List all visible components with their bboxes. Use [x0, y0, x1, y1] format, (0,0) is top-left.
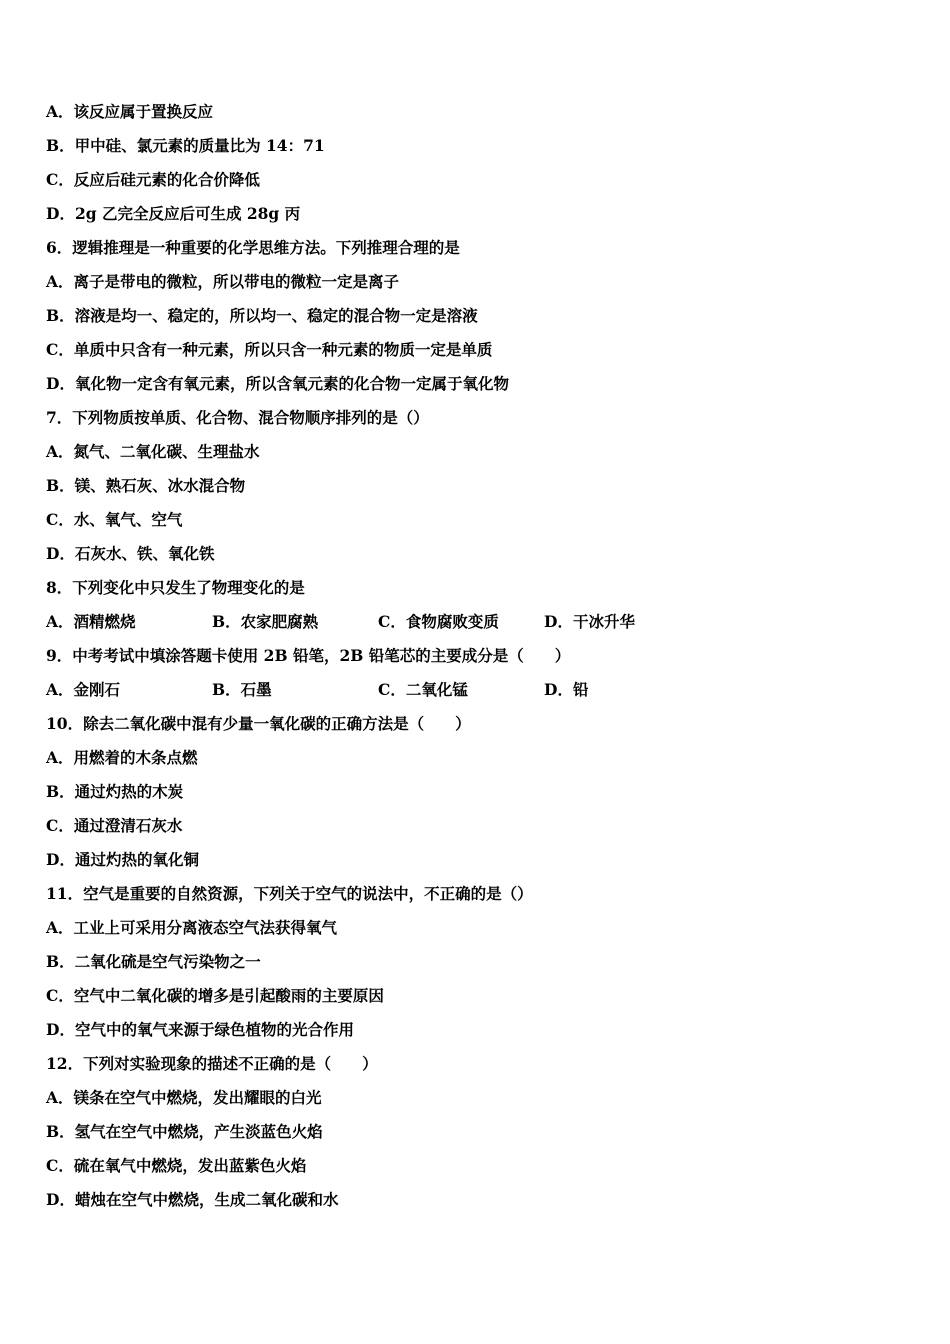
question-11-option-b: B．二氧化硫是空气污染物之一	[46, 952, 261, 971]
question-11-option-d: D．空气中的氧气来源于绿色植物的光合作用	[46, 1020, 354, 1039]
question-10-stem: 10．除去二氧化碳中混有少量一氧化碳的正确方法是（ ）	[46, 714, 471, 733]
question-list	[46, 98, 906, 1220]
question-11-option-a: A．工业上可采用分离液态空气法获得氧气	[46, 918, 338, 937]
question-8-options-row	[46, 608, 906, 642]
question-12-option-a: A．镁条在空气中燃烧，发出耀眼的白光	[46, 1088, 322, 1107]
question-7-option-b: B．镁、熟石灰、冰水混合物	[46, 476, 246, 495]
question-12-option-d: D．蜡烛在空气中燃烧，生成二氧化碳和水	[46, 1190, 339, 1209]
question-7-option-d: D．石灰水、铁、氧化铁	[46, 544, 215, 563]
prev-option-c: C．反应后硅元素的化合价降低	[46, 170, 260, 189]
prev-option-a: A．该反应属于置换反应	[46, 102, 214, 121]
question-9-options-row	[46, 676, 906, 710]
question-6-option-c: C．单质中只含有一种元素，所以只含一种元素的物质一定是单质	[46, 340, 493, 359]
prev-option-b: B．甲中硅、氯元素的质量比为 14：71	[46, 136, 325, 155]
question-8-stem: 8．下列变化中只发生了物理变化的是	[46, 578, 305, 597]
question-12-option-c: C．硫在氧气中燃烧，发出蓝紫色火焰	[46, 1156, 307, 1175]
question-10-option-a: A．用燃着的木条点燃	[46, 748, 198, 767]
question-7-stem: 7．下列物质按单质、化合物、混合物顺序排列的是（）	[46, 408, 429, 427]
question-11-stem: 11．空气是重要的自然资源，下列关于空气的说法中，不正确的是（）	[46, 884, 533, 903]
question-8-option-a: A．酒精燃烧	[46, 612, 136, 631]
question-9-option-a: A．金刚石	[46, 680, 121, 699]
question-7-option-a: A．氮气、二氧化碳、生理盐水	[46, 442, 260, 461]
question-9-stem: 9．中考考试中填涂答题卡使用 2B 铅笔，2B 铅笔芯的主要成分是（ ）	[46, 646, 571, 665]
question-10-option-b: B．通过灼热的木炭	[46, 782, 184, 801]
question-12-option-b: B．氢气在空气中燃烧，产生淡蓝色火焰	[46, 1122, 323, 1141]
prev-option-d: D．2g 乙完全反应后可生成 28g 丙	[46, 204, 301, 223]
question-7-option-c: C．水、氧气、空气	[46, 510, 183, 529]
question-11-option-c: C．空气中二氧化碳的增多是引起酸雨的主要原因	[46, 986, 384, 1005]
question-10-option-c: C．通过澄清石灰水	[46, 816, 183, 835]
question-6-stem: 6．逻辑推理是一种重要的化学思维方法。下列推理合理的是	[46, 238, 460, 257]
question-9-option-b: B．石墨	[212, 680, 272, 699]
question-8-option-d: D．干冰升华	[544, 612, 635, 631]
question-6-option-b: B．溶液是均一、稳定的，所以均一、稳定的混合物一定是溶液	[46, 306, 478, 325]
question-6-option-a: A．离子是带电的微粒，所以带电的微粒一定是离子	[46, 272, 400, 291]
question-8-option-c: C．食物腐败变质	[378, 612, 499, 631]
question-10-option-d: D．通过灼热的氧化铜	[46, 850, 199, 869]
question-9-option-c: C．二氧化锰	[378, 680, 468, 699]
question-12-stem: 12．下列对实验现象的描述不正确的是（ ）	[46, 1054, 378, 1073]
question-8-option-b: B．农家肥腐熟	[212, 612, 319, 631]
question-6-option-d: D．氧化物一定含有氧元素，所以含氧元素的化合物一定属于氧化物	[46, 374, 509, 393]
question-9-option-d: D．铅	[544, 680, 589, 699]
